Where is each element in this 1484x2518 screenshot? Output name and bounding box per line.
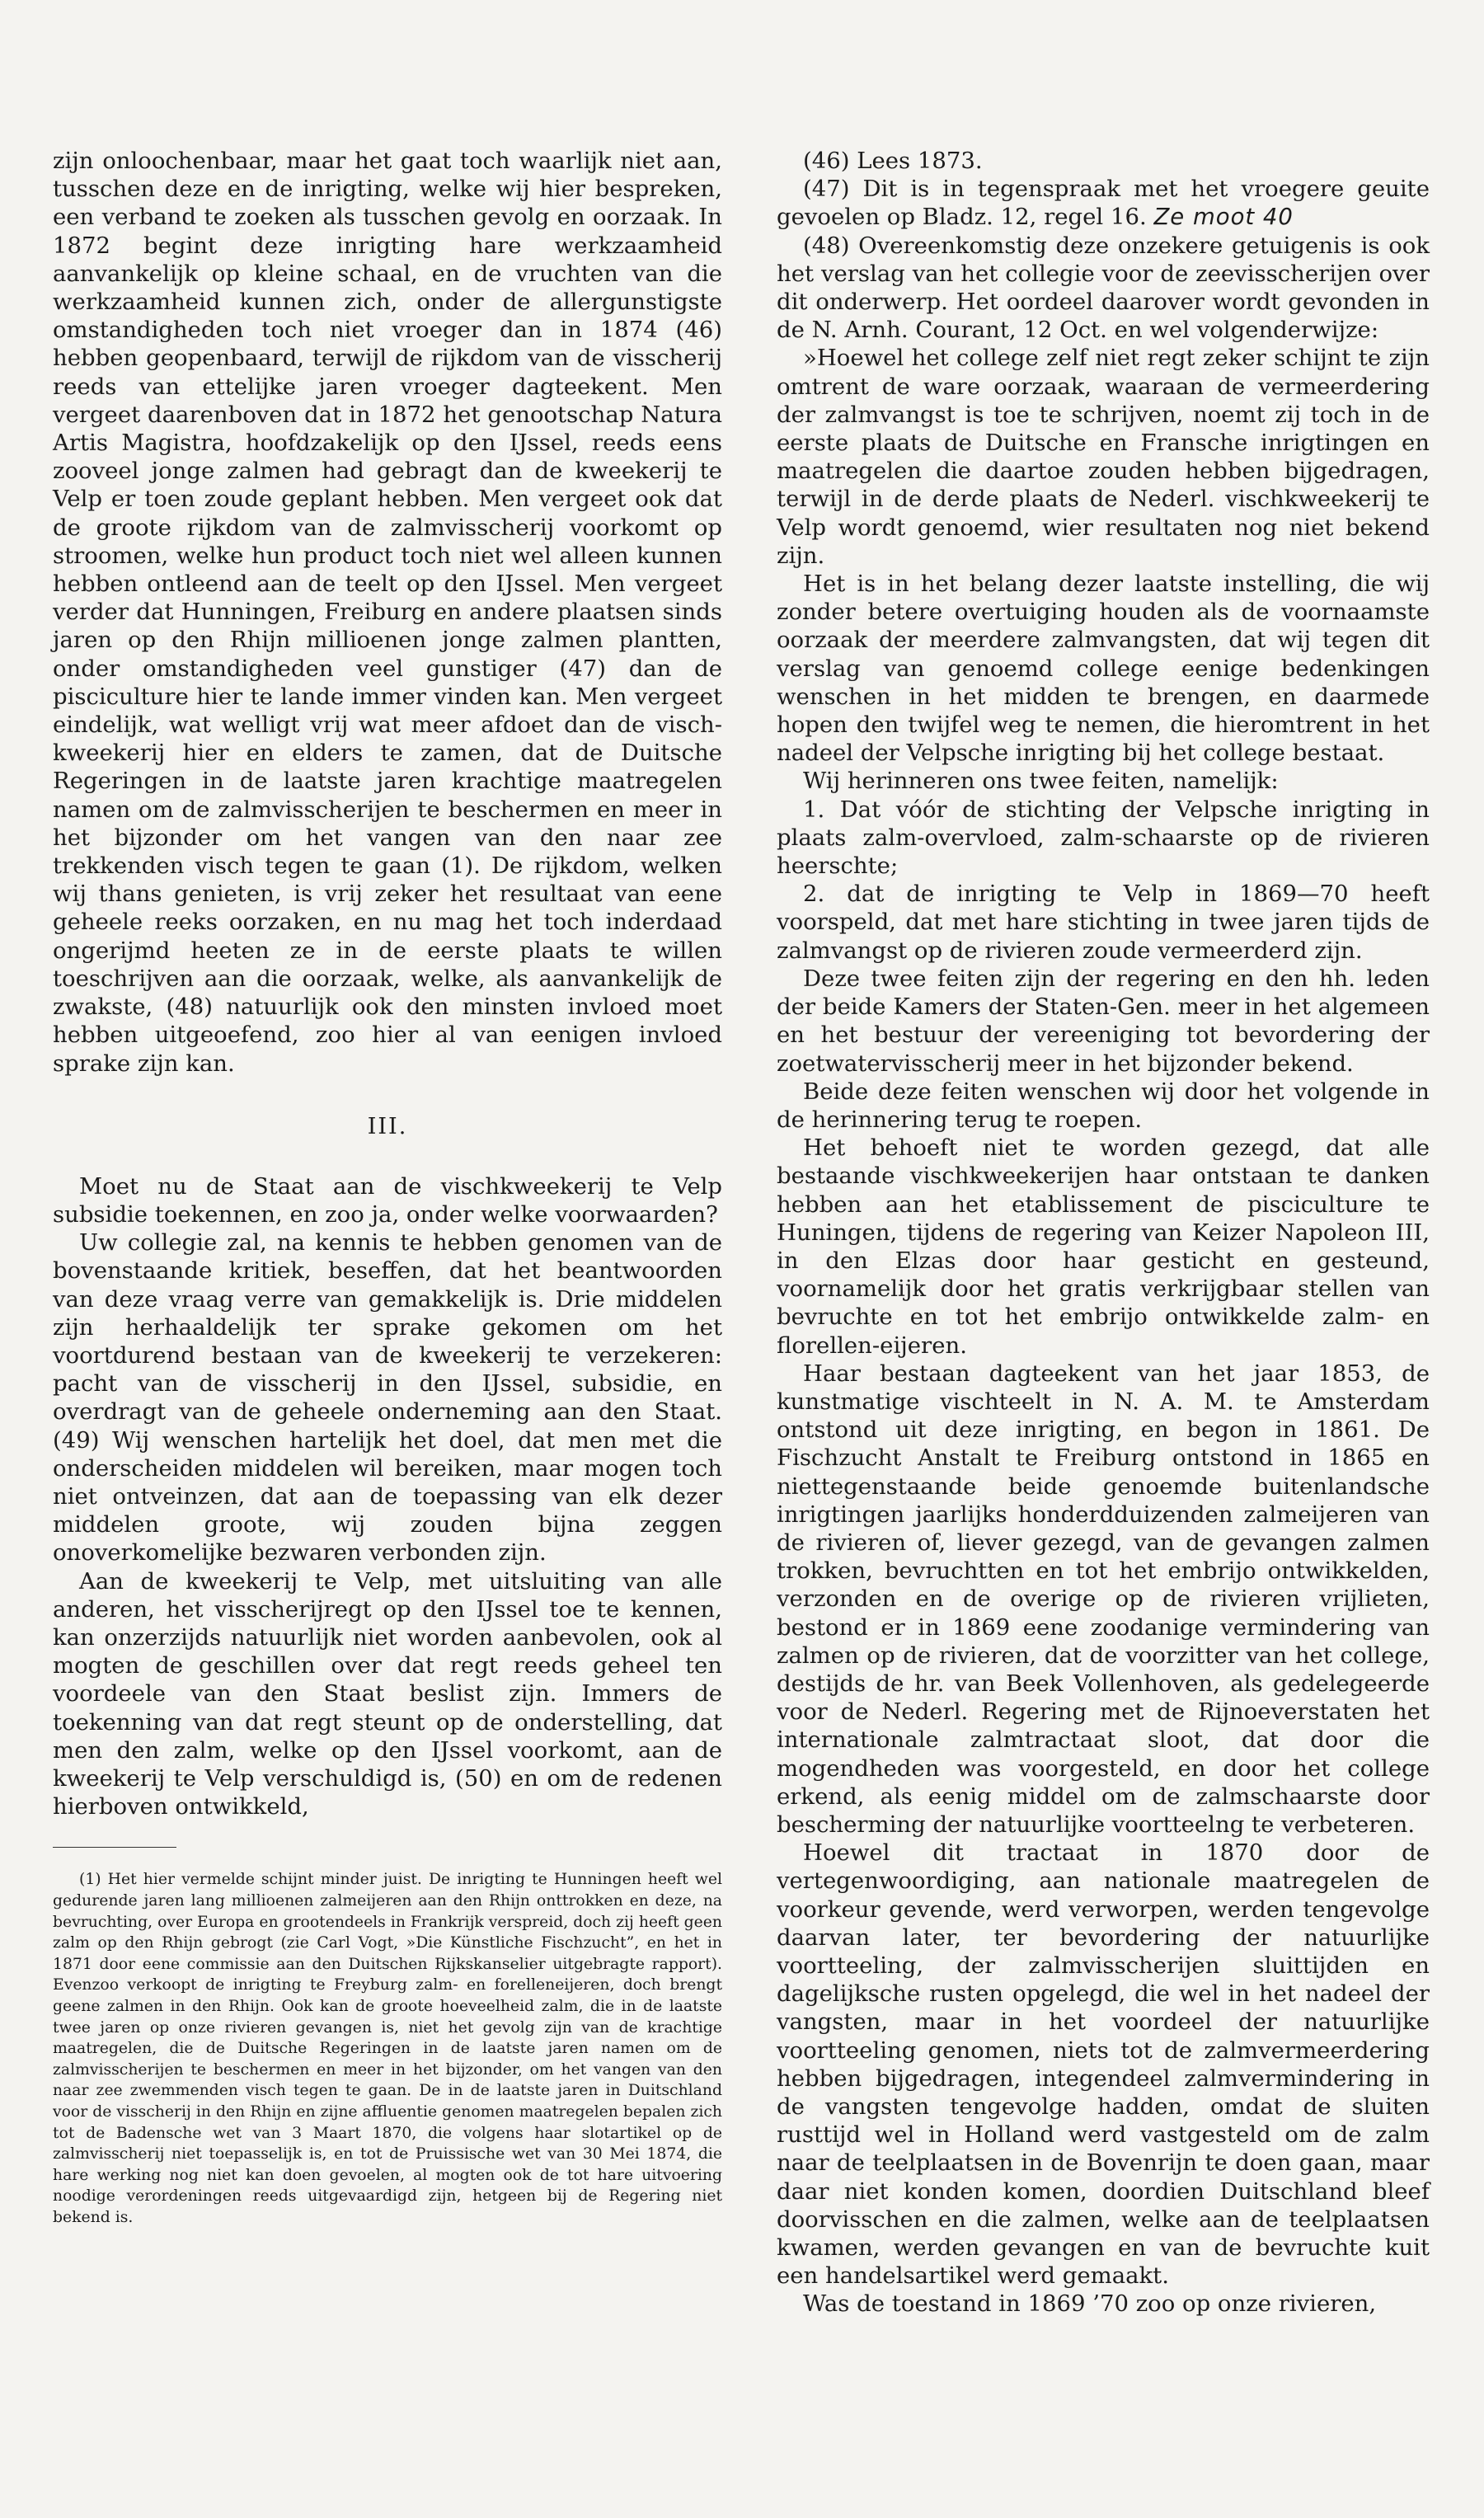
note-46: (46) Lees 1873. — [803, 148, 983, 174]
left-paragraph-4: Aan de kweekerij te Velp, met uitsluiting van alle anderen, het visscherijregt op den IJssel toe te kennen, kan onzerzijds natuurlijk niet worden aanbevolen, ook al mogten de geschillen over dat regt reeds geheel ten voordeele van den Staat beslist zijn. Immers de toekenning van dat regt steunt op de onderstelling, dat men den zalm, welke op den IJssel voorkomt, aan de kweekerij te Velp verschuldigd is, (50) en om de redenen hierboven ontwikkeld, — [53, 1567, 722, 1820]
right-paragraph-wij: Wij herinneren ons twee feiten, namelijk: — [803, 768, 1279, 795]
right-paragraph-was: Was de toestand in 1869 ’70 zoo op onze rivieren, — [803, 2290, 1377, 2318]
section-heading: III. — [367, 1113, 408, 1139]
right-paragraph-beide: Beide deze feiten wenschen wij door het volgende in de herinnering terug te roepen. — [777, 1078, 1430, 1133]
left-paragraph-1: zijn onloochenbaar, maar het gaat toch waarlijk niet aan, tusschen deze en de inrigting, welke wij hier bespreken, een verband te zoeken als tusschen gevolg en oorzaak. In 1872 begint deze inrigting hare werkzaamheid aanvankelijk op kleine schaal, en de vruchten van die werkzaamheid kunnen zich, onder de allergunstigste omstandigheden toch niet vroeger dan in 1874 (46) hebben geopenbaard, terwijl de rijkdom van de visscherij reeds van ettelijke jaren vroeger dagteekent. Men vergeet daarenboven dat in 1872 het genootschap Natura Artis Magistra, hoofdzakelijk op den IJssel, reeds eens zooveel jonge zalmen had gebragt dan de kweekerij te Velp er toen zoude geplant hebben. Men vergeet ook dat de groote rijkdom van de zalmvisscherij voorkomt op stroomen, welke hun product toch niet wel alleen kunnen hebben ontleend aan de teelt op den IJssel. Men vergeet verder dat Hunningen, Freiburg en andere plaatsen sinds jaren op den Rhijn millioenen jonge zalmen plantten, onder omstandigheden veel gunstiger (47) dan de pisciculture hier te lande immer vinden kan. Men vergeet eindelijk, wat welligt vrij wat meer afdoet dan de visch-kweekerij hier en elders te zamen, dat de Duitsche Regeringen in de laatste jaren krachtige maatregelen namen om de zalmvisscherijen te beschermen en meer in het bijzonder om het vangen van den naar zee trekkenden visch tegen te gaan (1). De rijkdom, welken wij thans genieten, is vrij zeker het resultaat van eene geheele reeks oorzaken, en nu mag het toch inderdaad ongerijmd heeten ze in de eerste plaats te willen toeschrijven aan die oorzaak, welke, als aanvankelijk de zwakste, (48) natuurlijk ook den minsten invloed moet hebben uitgeoefend, zoo hier al van eenigen invloed sprake zijn kan. — [53, 148, 722, 1077]
left-paragraph-3: Uw collegie zal, na kennis te hebben genomen van de bovenstaande kritiek, beseffen, dat het beantwoorden van deze vraag verre van gemakkelijk is. Drie middelen zijn herhaaldelijk ter sprake gekomen om het voortdurend bestaan van de kweekerij te verzekeren: pacht van de visscherij in den IJssel, subsidie, en overdragt van de geheele onderneming aan den Staat. (49) Wij wenschen hartelijk het doel, dat men met die onderscheiden middelen wil bereiken, maar mogen toch niet ontveinzen, dat aan de toepassing van elk dezer middelen groote, wij zouden bijna zeggen onoverkomelijke bezwaren verbonden zijn. — [53, 1229, 722, 1567]
list-item-2: 2. dat de inrigting te Velp in 1869—70 heeft voorspeld, dat met hare stichting in twee jaren tijds de zalmvangst op de rivieren zoude vermeerderd zijn. — [777, 881, 1430, 964]
note-48: (48) Overeenkomstig deze onzekere getuigenis is ook het verslag van het collegie voor de zeevisscherijen over dit onderwerp. Het oordeel daarover wordt gevonden in de N. Arnh. Courant, 12 Oct. en wel volgenderwijze: — [777, 232, 1430, 344]
right-paragraph-hoewel: Hoewel dit tractaat in 1870 door de vertegenwoordiging, aan nationale maatregelen de voorkeur gevende, werd verworpen, werden tengevolge daarvan later, ter bevordering der natuurlijke voortteeling, der zalmvisscherijen sluittijden en dagelijksche rusten opgelegd, die wel in het nadeel der vangsten, maar in het voordeel der natuurlijke voortteeling genomen, niets tot de zalmvermeerdering hebben bijgedragen, integendeel zalmvermindering in de vangsten tengevolge hadden, omdat de sluiten rusttijd wel in Holland werd vastgesteld om de zalm naar de teelplaatsen in de Bovenrijn te doen gaan, maar daar niet konden komen, doordien Duitschland bleef doorvisschen en die zalmen, welke aan de teelplaatsen kwamen, werden gevangen en van de bevruchte kuit een handelsartikel werd gemaakt. — [777, 1839, 1430, 2290]
list-item-1: 1. Dat vóór de stichting der Velpsche inrigting in plaats zalm-overvloed, zalm-schaarste op de rivieren heerschte; — [777, 796, 1430, 880]
right-paragraph-deze: Deze twee feiten zijn der regering en den hh. leden der beide Kamers der Staten-Gen. meer in het algemeen en het bestuur der vereeniging tot bevordering der zoetwatervisscherij meer in het bijzonder bekend. — [777, 965, 1430, 1077]
note-47-text: (47) Dit is in tegenspraak met het vroegere geuite gevoelen op Bladz. 12, regel 16. — [777, 176, 1430, 231]
right-paragraph-behoeft: Het behoeft niet te worden gezegd, dat alle bestaande vischkweekerijen haar ontstaan te danken hebben aan het etablissement de pisciculture te Huningen, tijdens de regering van Keizer Napoleon III, in den Elzas door haar gesticht en gesteund, voornamelijk door het gratis verkrijgbaar stellen van bevruchte en tot het embrijo ontwikkelde zalm- en florellen-eijeren. — [777, 1135, 1430, 1359]
left-column — [53, 147, 722, 2228]
right-paragraph-het: Het is in het belang dezer laatste instelling, die wij zonder betere overtuiging houden als de voornaamste oorzaak der meerdere zalmvangsten, dat wij tegen dit verslag van genoemd college eenige bedenkingen wenschen in het midden te brengen, en daarmede hopen den twijfel weg te nemen, die hieromtrent in het nadeel der Velpsche inrigting bij het college bestaat. — [777, 571, 1430, 767]
handwritten-annotation: Ze moot 40 — [1153, 204, 1294, 231]
note-47 — [777, 175, 1430, 231]
footnote: (1) Het hier vermelde schijnt minder juist. De inrigting te Hunningen heeft wel gedurende jaren lang millioenen zalmeijeren aan den Rhijn onttrokken en deze, na bevruchting, over Europa en grootendeels in Frankrijk verspreid, doch zij heeft geen zalm op den Rhijn gebrogt (zie Carl Vogt, »Die Künstliche Fischzucht”, en het in 1871 door eene commissie aan den Duitschen Rijkskanselier uitgebragte rapport). Evenzoo verkoopt de inrigting te Freyburg zalm- en forelleneijeren, doch brengt geene zalmen in den Rhijn. Ook kan de groote hoeveelheid zalm, die in de laatste twee jaren op onze rivieren gevangen is, niet het gevolg zijn van de krachtige maatregelen, die de Duitsche Regeringen in de laatste jaren namen om de zalmvisscherijen te beschermen en meer in het bijzonder, om het vangen van den naar zee zwemmenden visch tegen te gaan. De in de laatste jaren in Duitschland voor de visscherij in den Rhijn en zijne affluentie genomen maatregelen bepalen zich tot de Badensche wet van 3 Maart 1870, die volgens haar slotartikel op de zalmvisscherij niet toepasselijk is, en tot de Pruissische wet van 30 Mei 1874, die hare werking nog niet kan doen gevoelen, al mogten ook de tot hare uitvoering noodige verordeningen reeds uitgevaardigd zijn, hetgeen bij de Regering niet bekend is. — [53, 1871, 722, 2226]
right-column — [777, 147, 1430, 2318]
left-paragraph-2: Moet nu de Staat aan de vischkweekerij te Velp subsidie toekennen, en zoo ja, onder welke voorwaarden? — [53, 1172, 722, 1228]
footnote-divider — [53, 1847, 176, 1848]
quote-paragraph: »Hoewel het college zelf niet regt zeker schijnt te zijn omtrent de ware oorzaak, waaraan de vermeerdering der zalmvangst is toe te schrijven, noemt zij toch in de eerste plaats de Duitsche en Fransche inrigtingen en maatregelen die daartoe zouden hebben bijgedragen, terwijl in de derde plaats de Nederl. vischkweekerij te Velp wordt genoemd, wier resultaten nog niet bekend zijn. — [777, 345, 1430, 569]
right-paragraph-haar: Haar bestaan dagteekent van het jaar 1853, de kunstmatige vischteelt in N. A. M. te Amsterdam ontstond uit deze inrigting, en begon in 1861. De Fischzucht Anstalt te Freiburg ontstond in 1865 en niettegenstaande beide genoemde buitenlandsche inrigtingen jaarlijks honderdduizenden zalmeijeren van de rivieren of, liever gezegd, van de gevangen zalmen trokken, bevruchtten en tot het embrijo ontwikkelden, verzonden en de overige op de rivieren vrijlieten, bestond er in 1869 eene zoodanige vermindering van zalmen op de rivieren, dat de voorzitter van het college, destijds de hr. van Beek Vollenhoven, als gedelegeerde voor de Nederl. Regering met de Rijnoeverstaten het internationale zalmtractaat sloot, dat door die mogendheden was voorgesteld, en door het college erkend, als eenig middel om de zalmschaarste door bescherming der natuurlijke voortteelng te verbeteren. — [777, 1360, 1430, 1838]
